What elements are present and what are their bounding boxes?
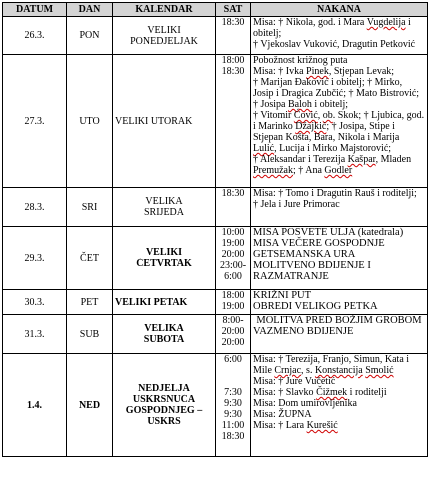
- intention-text: , Stjepan Levak;: [328, 66, 395, 77]
- intention-text: Misa: † Ivka: [253, 66, 307, 77]
- intention-line: Misa: ŽUPNA: [253, 409, 312, 420]
- time-line: 18:00: [221, 290, 245, 301]
- intention-cell: [251, 227, 428, 290]
- intention-text: , Mladen: [375, 154, 412, 165]
- intention-line: † Jela i Jure Primorac: [253, 199, 340, 210]
- intention-line: VAZMENO BDIJENJE: [253, 326, 354, 337]
- time-cell: [216, 315, 251, 354]
- calendar-cell: [113, 290, 216, 315]
- time-cell: [216, 55, 251, 188]
- table-row: [3, 227, 428, 290]
- date-cell: 26.3.: [3, 17, 67, 55]
- calendar-cell: [113, 188, 216, 227]
- intention-line: † Vjekoslav Vuković, Dragutin Petković: [253, 39, 416, 50]
- time-line: 11:00: [221, 420, 245, 431]
- intention-line: [253, 387, 425, 398]
- calendar-line: PONEDJELJAK: [130, 35, 198, 47]
- table-row: [3, 17, 428, 55]
- intention-text: ,: [317, 110, 323, 121]
- intention-text: Misa: † Lara: [253, 420, 307, 431]
- table-row: [3, 315, 428, 354]
- calendar-cell: [113, 17, 216, 55]
- header-sat: SAT: [216, 3, 251, 17]
- intention-line: [253, 17, 425, 39]
- intention-text: Misa: † Terezija, Franjo, Simun, Kata i Mile: [253, 354, 410, 376]
- time-line: 20:00: [221, 337, 245, 348]
- calendar-line: NEDJELJA: [138, 383, 190, 394]
- intention-line: Pobožnost križnog puta: [253, 55, 348, 66]
- calendar-line: SUBOTA: [143, 334, 185, 345]
- calendar-line: USKRSNUĆA: [132, 394, 196, 405]
- time-line: 8:00-: [222, 315, 244, 326]
- time-cell: [216, 17, 251, 55]
- time-cell: [216, 188, 251, 227]
- day-cell: SUB: [67, 315, 113, 354]
- day-cell: PON: [67, 17, 113, 55]
- intention-line: [253, 110, 425, 154]
- intention-line: [253, 77, 425, 110]
- time-cell: [216, 354, 251, 457]
- intention-cell: [251, 290, 428, 315]
- intention-cell: [251, 315, 428, 354]
- intention-text: Premužak: [253, 165, 293, 176]
- time-line: 20:00: [221, 326, 245, 337]
- intention-text: Kašpar: [347, 154, 376, 165]
- table-row: [3, 55, 428, 188]
- day-cell: UTO: [67, 55, 113, 188]
- intention-line: MOLITVENO BDIJENJE I RAZMATRANJE: [253, 260, 371, 282]
- intention-line: Misa: † Jure Vučetić: [253, 376, 336, 387]
- intention-text: Džajkić: [295, 121, 327, 132]
- time-line: 10:00: [221, 227, 245, 238]
- intention-line: [253, 66, 425, 77]
- intention-line: MISA VEČERE GOSPODNJE: [253, 238, 385, 249]
- intention-text: ; † Josipa, Stipe i Stjepan Košta, Bara, Nikola i Marija: [253, 121, 400, 143]
- calendar-line: VELIKI UTORAK: [115, 115, 193, 127]
- time-cell: [216, 227, 251, 290]
- intention-text: Misa: † Slavko: [253, 387, 317, 398]
- day-cell: NED: [67, 354, 113, 457]
- intention-cell: [251, 17, 428, 55]
- calendar-line: GOSPODNJEG –: [125, 405, 203, 416]
- intention-cell: [251, 188, 428, 227]
- calendar-line: USKRS: [147, 416, 181, 427]
- intention-text: , Lucija i Mirko Majstorović;: [274, 143, 392, 154]
- table-row: [3, 354, 428, 457]
- intention-line: [253, 420, 425, 431]
- table-row: [3, 188, 428, 227]
- intention-text: , s.: [301, 365, 315, 376]
- intention-text: † Vitomir: [253, 110, 294, 121]
- calendar-cell: [113, 55, 216, 188]
- time-line: 19:00: [221, 301, 245, 312]
- header-nakana: NAKANA: [251, 3, 428, 17]
- intention-text: Godler: [324, 165, 353, 176]
- calendar-line: VELIKA: [144, 323, 184, 334]
- time-line: 18:30: [221, 188, 245, 199]
- date-cell: 28.3.: [3, 188, 67, 227]
- time-line: 9:30: [224, 398, 242, 409]
- intention-text: † Aleksandar i Terezija: [253, 154, 348, 165]
- intention-line: Misa: † Tomo i Dragutin Rauš i roditelji;: [253, 188, 417, 199]
- intention-cell: [251, 55, 428, 188]
- calendar-line: SRIJEDA: [143, 207, 184, 218]
- intention-line: OBREDI VELIKOG PETKA: [253, 301, 378, 312]
- date-cell: 29.3.: [3, 227, 67, 290]
- day-cell: PET: [67, 290, 113, 315]
- calendar-line: VELIKI PETAK: [115, 296, 188, 308]
- time-line: 23:00-: [219, 260, 247, 271]
- intention-text: Misa: † Nikola, god. i Mara: [253, 17, 367, 28]
- intention-line: GETSEMANSKA URA: [253, 249, 356, 260]
- intention-text: Smolić: [365, 365, 394, 376]
- intention-text: † Marijan Đaković i obitelj; † Mirko, Josip i Dragica Zubčić; † Mato Bistrović; † Josipa: [253, 77, 420, 110]
- intention-text: . Skok; † Ljubica, god. i Marinko: [253, 110, 425, 132]
- intention-line: MOLITVA PRED BOŽJIM GROBOM: [256, 315, 422, 326]
- day-cell: ČET: [67, 227, 113, 290]
- intention-line: [253, 354, 425, 376]
- date-cell: 31.3.: [3, 315, 67, 354]
- intention-text: i obitelj;: [311, 99, 348, 110]
- intention-text: Baloh: [288, 99, 312, 110]
- intention-line: Misa: Dom umirovljenika: [253, 398, 357, 409]
- time-line: 18:30: [221, 66, 245, 77]
- intention-text: Konstancija: [314, 365, 363, 376]
- calendar-line: VELIKA: [145, 196, 183, 207]
- calendar-cell: [113, 227, 216, 290]
- intention-cell: [251, 354, 428, 457]
- time-line: 19:00: [221, 238, 245, 249]
- calendar-line: ČETVRTAK: [136, 258, 192, 269]
- header-dan: DAN: [67, 3, 113, 17]
- time-cell: [216, 290, 251, 315]
- time-line: 6:00: [224, 271, 242, 282]
- intention-line: MISA POSVETE ULJA (katedrala): [253, 227, 404, 238]
- intention-line: [253, 154, 425, 176]
- time-line: 20:00: [221, 249, 245, 260]
- time-line: 18:00: [221, 55, 245, 66]
- intention-text: Ćović: [293, 110, 318, 121]
- time-line: 6:00: [224, 354, 242, 365]
- calendar-cell: [113, 315, 216, 354]
- date-cell: 1.4.: [3, 354, 67, 457]
- intention-text: Crnjac: [274, 365, 302, 376]
- intention-text: ; † Ana: [293, 165, 325, 176]
- day-cell: SRI: [67, 188, 113, 227]
- date-cell: 30.3.: [3, 290, 67, 315]
- intention-text: Lulić: [253, 143, 275, 154]
- calendar-cell: [113, 354, 216, 457]
- time-line: 18:30: [221, 431, 245, 442]
- header-kalendar: KALENDAR: [113, 3, 216, 17]
- mass-schedule-table: [2, 2, 428, 457]
- intention-text: ob: [322, 110, 333, 121]
- intention-text: i roditelji: [347, 387, 387, 398]
- intention-text: Pinek: [306, 66, 329, 77]
- intention-text: Čižmek: [316, 387, 348, 398]
- time-line: 9:30: [224, 409, 242, 420]
- intention-text: Kurešić: [306, 420, 338, 431]
- header-datum: DATUM: [3, 3, 67, 17]
- calendar-line: VELIKI: [147, 24, 181, 36]
- table-row: [3, 290, 428, 315]
- intention-line: KRIŽNI PUT: [253, 290, 312, 301]
- calendar-line: VELIKI: [145, 247, 183, 258]
- time-line: 18:30: [221, 17, 245, 28]
- intention-text: i obitelj;: [253, 17, 411, 39]
- intention-text: Vugdelija: [366, 17, 406, 28]
- time-line: 7:30: [224, 387, 242, 398]
- date-cell: 27.3.: [3, 55, 67, 188]
- header-row: [3, 3, 428, 17]
